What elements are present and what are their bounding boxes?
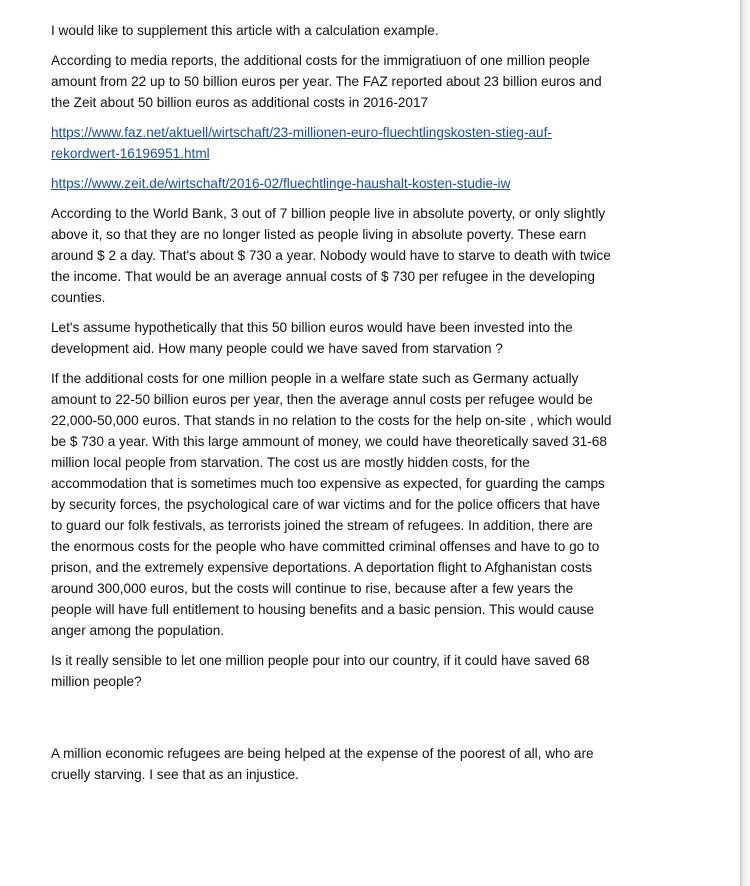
blank-lines [51,701,631,743]
link-faz[interactable]: https://www.faz.net/aktuell/wirtschaft/23-millionen-euro-fluechtlingskosten-stieg-auf- rekordwert-16196951.html [51,125,552,161]
paragraph-intro: I would like to supplement this article with a calculation example. [51,23,439,38]
paragraph-costs: If the additional costs for one million people in a welfare state such as Germany actually amount to 22-50 billion euros per year, then the average annul costs per refugee would be 22,000-50,000 euros. That stands in no relation to the costs for the help on-site , which would be $ 730 a year. With this large ammount of money, we could have theoretically saved 31-68 million local people from starvation. The cost us are mostly hidden costs, for the accommodation that is sometimes much too expensive as expected, for guarding the camps by security forces, the psychological care of war victims and for the police officers that have to guard our folk festivals, as terrorists joined the stream of refugees. In addition, there are the enormous costs for the people who have committed criminal offenses and have to go to prison, and the extremely expensive deportations. A deportation flight to Afghanistan costs around 300,000 euros, but the costs will continue to rise, because after a few years the people will have full entitlement to housing benefits and a basic pension. This would cause anger among the population. [51,371,612,638]
paragraph-question: Is it really sensible to let one million people pour into our country, if it could have saved 68 million people? [51,653,590,689]
page-edge [740,0,750,886]
paragraph-world-bank: According to the World Bank, 3 out of 7 billion people live in absolute poverty, or only slightly above it, so that they are no longer listed as people living in absolute poverty. These earn around $ 2 a day. That's about $ 730 a year. Nobody would have to starve to death with twice the income. That would be an average annual costs of $ 730 per refugee in the developing counties. [51,206,611,305]
paragraph-link-zeit [51,173,631,194]
paragraph-conclusion: A million economic refugees are being helped at the expense of the poorest of all, who are cruelly starving. I see that as an injustice. [51,746,594,782]
document-body [51,20,631,794]
paragraph-media-reports: According to media reports, the additional costs for the immigratiuon of one million people amount from 22 up to 50 billion euros per year. The FAZ reported about 23 billion euros and the Zeit about 50 billion euros as additional costs in 2016-2017 [51,53,602,110]
paragraph-link-faz [51,122,631,164]
link-zeit[interactable]: https://www.zeit.de/wirtschaft/2016-02/fluechtlinge-haushalt-kosten-studie-iw [51,176,511,191]
paragraph-hypothetical: Let's assume hypothetically that this 50 billion euros would have been invested into the development aid. How many people could we have saved from starvation ? [51,320,573,356]
